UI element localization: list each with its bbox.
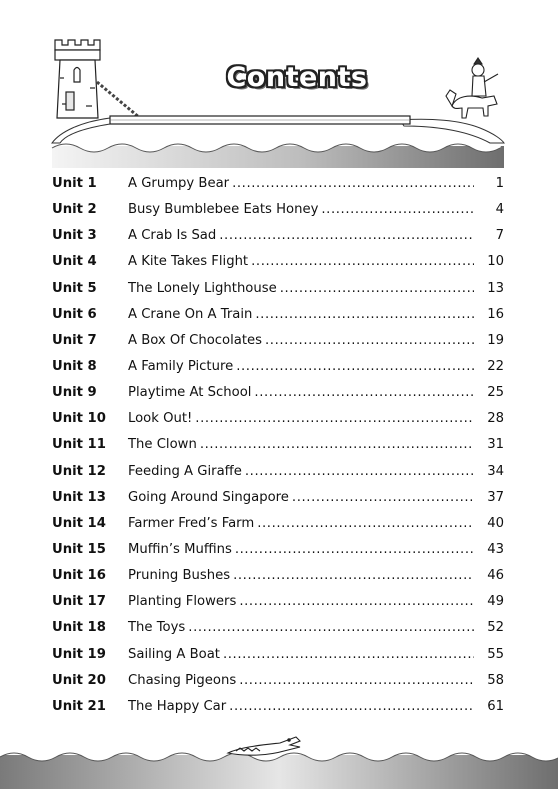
toc-unit-title: The Clown <box>128 437 197 453</box>
toc-leader-dots <box>235 542 474 557</box>
toc-unit-label: Unit 14 <box>52 515 106 531</box>
toc-leader-dots <box>223 647 474 662</box>
toc-unit-label: Unit 16 <box>52 568 106 584</box>
toc-row <box>52 202 504 228</box>
toc-unit-title: Feeding A Giraffe <box>128 463 242 479</box>
toc-row <box>52 516 504 542</box>
toc-unit-label: Unit 1 <box>52 176 97 191</box>
toc-leader-dots <box>254 385 474 400</box>
toc-unit-title: The Lonely Lighthouse <box>128 280 277 296</box>
toc-row <box>52 673 504 699</box>
toc-page-number: 40 <box>487 515 504 531</box>
toc-row <box>52 411 504 437</box>
castle-icon <box>55 40 100 118</box>
toc-unit-title: Muffin’s Muffins <box>128 541 232 557</box>
toc-row <box>52 542 504 568</box>
toc-page-number: 13 <box>487 280 504 296</box>
toc-leader-dots <box>245 464 474 479</box>
toc-leader-dots <box>188 620 474 635</box>
toc-row <box>52 699 504 725</box>
toc-unit-title: The Happy Car <box>128 698 227 714</box>
toc-unit-label: Unit 17 <box>52 594 106 610</box>
toc-unit-label: Unit 21 <box>52 698 106 714</box>
toc-unit-title: A Box Of Chocolates <box>128 332 262 348</box>
toc-leader-dots <box>236 359 474 374</box>
toc-row <box>52 228 504 254</box>
toc-page-number: 37 <box>487 489 504 505</box>
toc-unit-title: Sailing A Boat <box>128 646 220 662</box>
toc-page-number: 46 <box>487 568 504 584</box>
toc-row <box>52 620 504 646</box>
footer-illustration <box>0 725 558 789</box>
toc-leader-dots <box>195 411 474 426</box>
toc-unit-label: Unit 3 <box>52 228 97 244</box>
toc-leader-dots <box>232 176 474 191</box>
toc-row <box>52 333 504 359</box>
toc-page-number: 28 <box>487 411 504 427</box>
toc-unit-label: Unit 5 <box>52 280 97 296</box>
toc-page-number: 61 <box>487 698 504 714</box>
toc-unit-label: Unit 11 <box>52 437 106 453</box>
toc-unit-title: Planting Flowers <box>128 594 237 610</box>
toc-page-number: 16 <box>487 306 504 322</box>
toc-unit-label: Unit 15 <box>52 541 106 557</box>
toc-unit-title: Chasing Pigeons <box>128 672 237 688</box>
toc-leader-dots <box>239 594 474 609</box>
toc-leader-dots <box>251 254 474 269</box>
toc-page-number: 43 <box>487 541 504 557</box>
toc-page-number: 10 <box>487 254 504 270</box>
toc-unit-label: Unit 10 <box>52 411 106 427</box>
toc-leader-dots <box>219 228 474 243</box>
toc-leader-dots <box>239 673 474 688</box>
toc-unit-label: Unit 18 <box>52 620 106 636</box>
toc-row <box>52 437 504 463</box>
toc-row <box>52 594 504 620</box>
toc-unit-title: Farmer Fred’s Farm <box>128 515 255 531</box>
toc-leader-dots <box>233 568 474 583</box>
toc-unit-title: Busy Bumblebee Eats Honey <box>128 202 319 218</box>
toc-unit-title: Going Around Singapore <box>128 489 289 505</box>
page-title: Contents <box>226 62 368 93</box>
toc-unit-label: Unit 4 <box>52 254 97 270</box>
toc-unit-label: Unit 12 <box>52 463 106 479</box>
toc-unit-title: A Crab Is Sad <box>128 228 217 244</box>
toc-unit-label: Unit 7 <box>52 332 97 348</box>
toc-unit-title: The Toys <box>128 620 186 636</box>
toc-unit-title: A Grumpy Bear <box>128 176 230 191</box>
toc-row <box>52 490 504 516</box>
toc-page-number: 31 <box>487 437 504 453</box>
toc-unit-label: Unit 13 <box>52 489 106 505</box>
toc-page-number: 34 <box>487 463 504 479</box>
toc-leader-dots <box>265 333 474 348</box>
toc-page-number: 7 <box>495 228 504 244</box>
toc-page-number: 49 <box>487 594 504 610</box>
toc-row <box>52 647 504 673</box>
toc-row <box>52 464 504 490</box>
toc-leader-dots <box>321 202 474 217</box>
toc-unit-title: A Family Picture <box>128 358 234 374</box>
toc-leader-dots <box>257 516 474 531</box>
toc-page-number: 58 <box>487 672 504 688</box>
toc-leader-dots <box>292 490 474 505</box>
toc-page-number: 25 <box>487 385 504 401</box>
toc-unit-label: Unit 6 <box>52 306 97 322</box>
toc-row <box>52 254 504 280</box>
toc-unit-label: Unit 8 <box>52 358 97 374</box>
toc-row <box>52 359 504 385</box>
toc-page-number: 52 <box>487 620 504 636</box>
toc-unit-title: A Crane On A Train <box>128 306 253 322</box>
toc-unit-label: Unit 19 <box>52 646 106 662</box>
toc-page-number: 4 <box>495 202 504 218</box>
toc-page-number: 55 <box>487 646 504 662</box>
toc-row <box>52 385 504 411</box>
toc-page-number: 1 <box>495 176 504 191</box>
toc-unit-title: A Kite Takes Flight <box>128 254 249 270</box>
toc-unit-title: Look Out! <box>128 411 193 427</box>
toc-row <box>52 307 504 333</box>
toc-unit-label: Unit 2 <box>52 202 97 218</box>
table-of-contents <box>52 176 504 725</box>
toc-leader-dots <box>200 437 474 452</box>
toc-page-number: 22 <box>487 358 504 374</box>
toc-row <box>52 281 504 307</box>
toc-unit-title: Pruning Bushes <box>128 568 231 584</box>
toc-leader-dots <box>229 699 474 714</box>
toc-page-number: 19 <box>487 332 504 348</box>
toc-leader-dots <box>255 307 474 322</box>
toc-row <box>52 176 504 202</box>
knight-on-horse-icon <box>446 58 498 118</box>
toc-row <box>52 568 504 594</box>
toc-unit-label: Unit 9 <box>52 385 97 401</box>
toc-leader-dots <box>280 281 474 296</box>
toc-unit-label: Unit 20 <box>52 672 106 688</box>
toc-unit-title: Playtime At School <box>128 385 252 401</box>
